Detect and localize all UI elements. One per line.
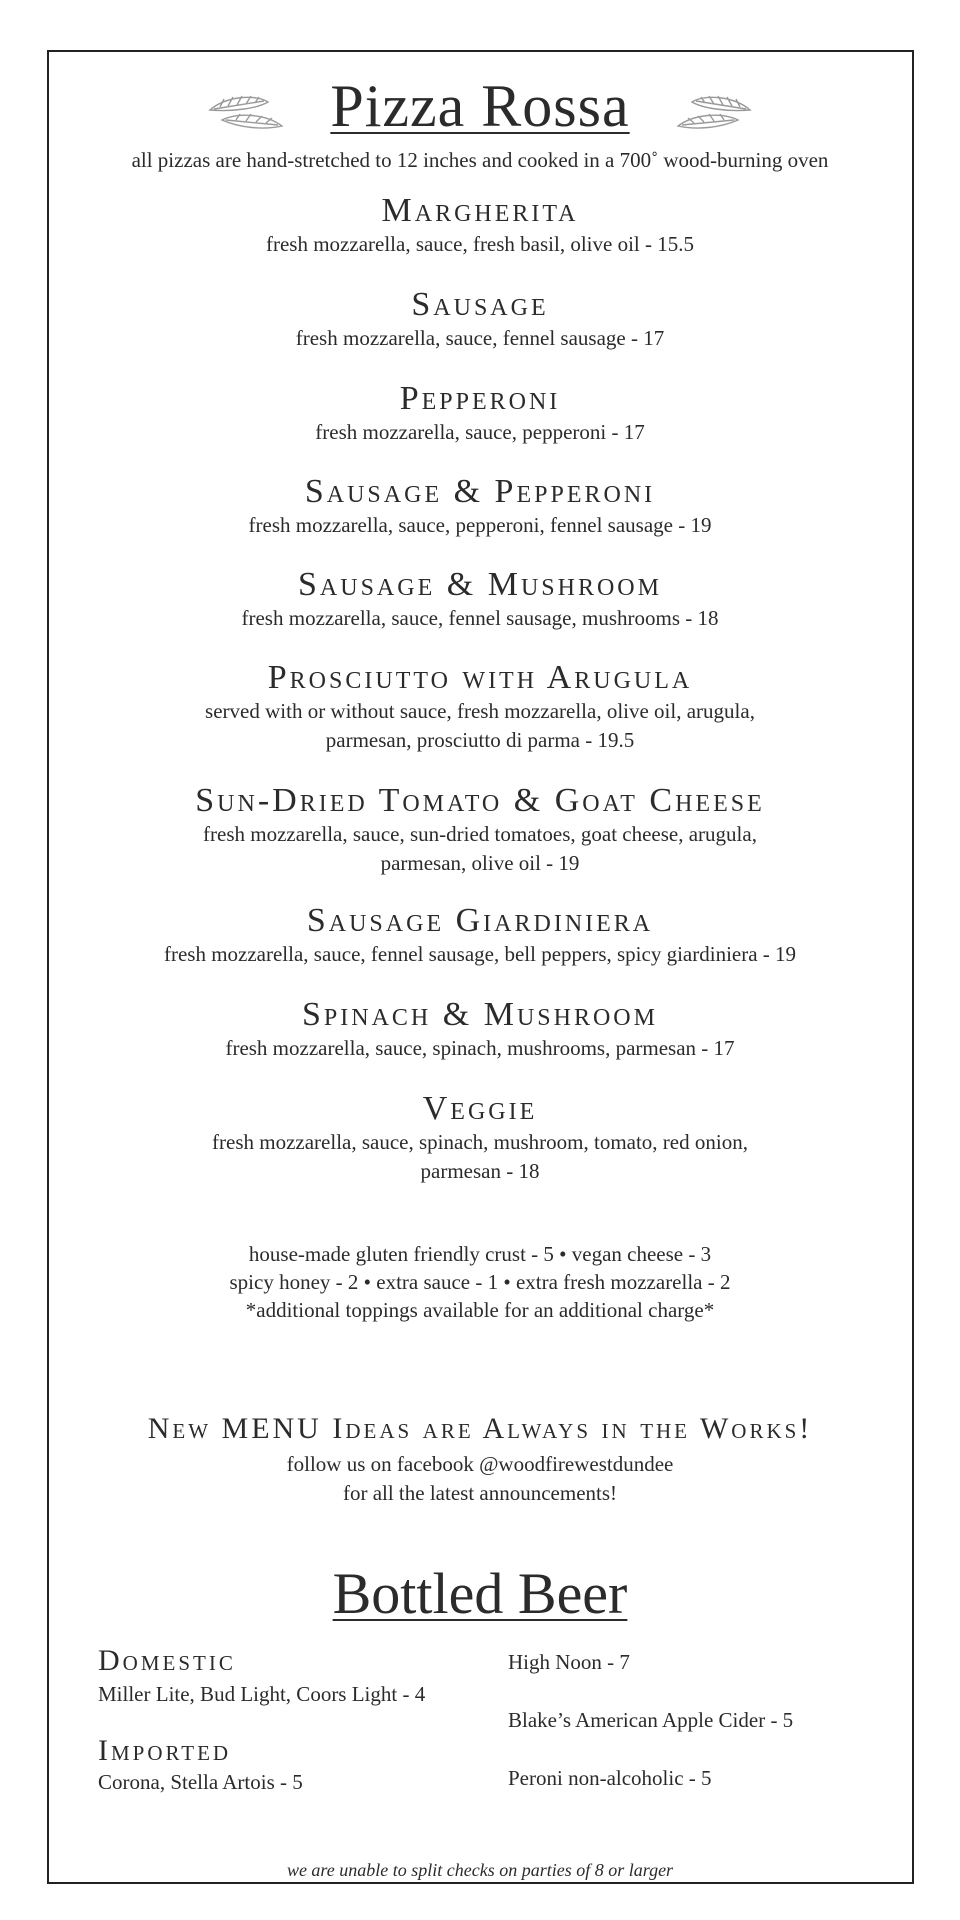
pizza-name: Margherita (381, 192, 579, 229)
pizza-item (0, 902, 960, 969)
pizza-name: Prosciutto with Arugula (267, 659, 693, 696)
imported-items: Corona, Stella Artois - 5 (98, 1770, 303, 1794)
pizza-item (0, 473, 960, 540)
pizza-name: Sausage (411, 286, 549, 323)
pizza-name: Spinach & Mushroom (302, 996, 658, 1033)
facebook-line: follow us on facebook @woodfirewestdundee (286, 1452, 674, 1476)
pizza-desc: fresh mozzarella, sauce, fennel sausage, bell peppers, spicy giardiniera - 19 (163, 942, 797, 966)
beer-title (0, 1560, 960, 1627)
beer-right-item: Blake’s American Apple Cider - 5 (508, 1708, 794, 1732)
pizza-item (0, 566, 960, 633)
announcements-line: for all the latest announcements! (342, 1481, 618, 1505)
wheat-leaf-icon (206, 90, 286, 134)
pizza-item (0, 192, 960, 259)
pizza-item (0, 659, 960, 755)
pizza-desc: fresh mozzarella, sauce, fresh basil, olive oil - 15.5 (265, 232, 694, 256)
ideas-heading: New MENU Ideas are Always in the Works! (147, 1412, 813, 1445)
pizza-desc: fresh mozzarella, sauce, sun-dried tomatoes, goat cheese, arugula, (203, 822, 757, 846)
intro-text: all pizzas are hand-stretched to 12 inches and cooked in a 700˚ wood-burning oven (131, 148, 829, 172)
pizza-desc: parmesan, olive oil - 19 (380, 851, 580, 875)
pizza-desc: fresh mozzarella, sauce, fennel sausage, mushrooms - 18 (241, 606, 719, 630)
pizza-name: Sun-Dried Tomato & Goat Cheese (195, 782, 765, 819)
beer-title-text: Bottled Beer (332, 1561, 628, 1626)
menu-title-text: Pizza Rossa (330, 73, 630, 139)
pizza-item (0, 996, 960, 1063)
pizza-name: Sausage & Mushroom (298, 566, 662, 603)
pizza-item (0, 1090, 960, 1186)
wheat-leaf-icon (674, 90, 754, 134)
pizza-desc: fresh mozzarella, sauce, pepperoni - 17 (315, 420, 645, 444)
extras-line: house-made gluten friendly crust - 5 • vegan cheese - 3 (248, 1242, 712, 1266)
menu-title (0, 72, 960, 141)
imported-heading: Imported (98, 1734, 232, 1767)
footnote: we are unable to split checks on parties of 8 or larger (286, 1860, 674, 1880)
pizza-desc: served with or without sauce, fresh mozzarella, olive oil, arugula, (205, 699, 755, 723)
pizza-desc: fresh mozzarella, sauce, spinach, mushroom, tomato, red onion, (212, 1130, 748, 1154)
domestic-items: Miller Lite, Bud Light, Coors Light - 4 (98, 1682, 426, 1706)
pizza-name: Sausage & Pepperoni (304, 473, 656, 510)
pizza-desc: fresh mozzarella, sauce, spinach, mushrooms, parmesan - 17 (225, 1036, 735, 1060)
pizza-name: Veggie (422, 1090, 538, 1127)
extras-line: spicy honey - 2 • extra sauce - 1 • extra fresh mozzarella - 2 (229, 1270, 731, 1294)
beer-right-item: High Noon - 7 (508, 1650, 630, 1674)
pizza-desc: parmesan - 18 (420, 1159, 540, 1183)
pizza-desc: fresh mozzarella, sauce, pepperoni, fennel sausage - 19 (248, 513, 712, 537)
pizza-desc: parmesan, prosciutto di parma - 19.5 (325, 728, 635, 752)
beer-right-item: Peroni non-alcoholic - 5 (508, 1766, 712, 1790)
pizza-item (0, 380, 960, 447)
pizza-name: Sausage Giardiniera (306, 902, 654, 939)
extras-note: *additional toppings available for an additional charge* (245, 1298, 715, 1322)
ideas-body (0, 1450, 960, 1508)
pizza-name: Pepperoni (399, 380, 561, 417)
pizza-item (0, 782, 960, 878)
extras-block (0, 1240, 960, 1324)
domestic-heading: Domestic (98, 1644, 236, 1677)
pizza-item (0, 286, 960, 353)
pizza-desc: fresh mozzarella, sauce, fennel sausage - 17 (295, 326, 665, 350)
